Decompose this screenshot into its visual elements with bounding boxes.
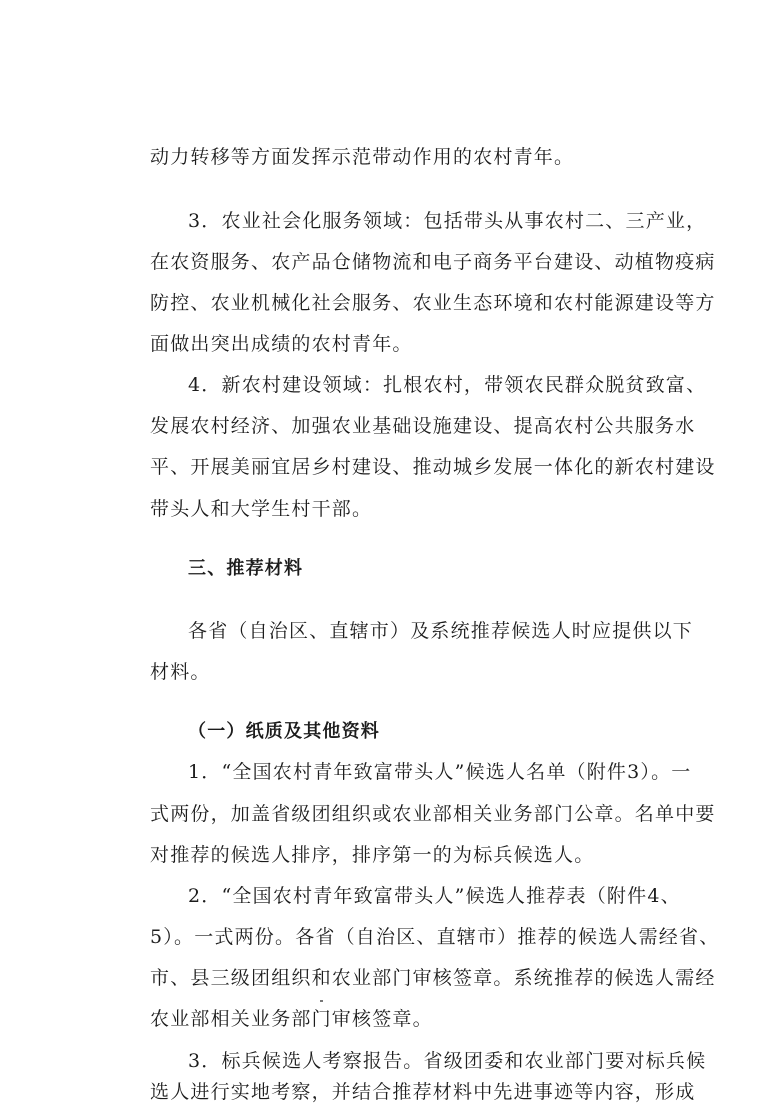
subsection-heading: （一）纸质及其他资料 (188, 721, 380, 742)
body-text-line: 2．“全国农村青年致富带头人”候选人推荐表（附件4、 (188, 885, 681, 907)
body-text-line: 平、开展美丽宜居乡村建设、推动城乡发展一体化的新农村建设 (150, 456, 716, 478)
body-text-line: 面做出突出成绩的农村青年。 (150, 333, 413, 355)
body-text-line: 3．农业社会化服务领域：包括带头从事农村二、三产业， (188, 210, 707, 232)
body-text-line: 在农资服务、农产品仓储物流和电子商务平台建设、动植物疫病 (150, 251, 716, 273)
scan-mark (320, 1000, 323, 1002)
body-text-line: 1．“全国农村青年致富带头人”候选人名单（附件3）。一 (188, 761, 692, 783)
body-text-line: 对推荐的候选人排序，排序第一的为标兵候选人。 (150, 844, 595, 866)
body-text-line: 动力转移等方面发挥示范带动作用的农村青年。 (150, 146, 575, 168)
body-text-line: 市、县三级团组织和农业部门审核签章。系统推荐的候选人需经 (150, 967, 716, 989)
body-text-line: 4．新农村建设领域：扎根农村，带领农民群众脱贫致富、 (188, 374, 707, 396)
body-text-line: 农业部相关业务部门审核签章。 (150, 1008, 433, 1030)
body-text-line: 材料。 (150, 661, 211, 683)
body-text-line: 带头人和大学生村干部。 (150, 498, 373, 520)
body-text-line: 发展农村经济、加强农业基础设施建设、提高农村公共服务水 (150, 415, 696, 437)
body-text-line: 3．标兵候选人考察报告。省级团委和农业部门要对标兵候 (188, 1050, 707, 1072)
section-heading: 三、推荐材料 (188, 558, 304, 579)
body-text-line: 各省（自治区、直辖市）及系统推荐候选人时应提供以下 (188, 620, 694, 642)
body-text-line: 5）。一式两份。各省（自治区、直辖市）推荐的候选人需经省、 (150, 926, 720, 948)
body-text-line: 选人进行实地考察，并结合推荐材料中先进事迹等内容，形成 (150, 1081, 696, 1103)
body-text-line: 防控、农业机械化社会服务、农业生态环境和农村能源建设等方 (150, 292, 716, 314)
body-text-line: 式两份，加盖省级团组织或农业部相关业务部门公章。名单中要 (150, 803, 716, 825)
